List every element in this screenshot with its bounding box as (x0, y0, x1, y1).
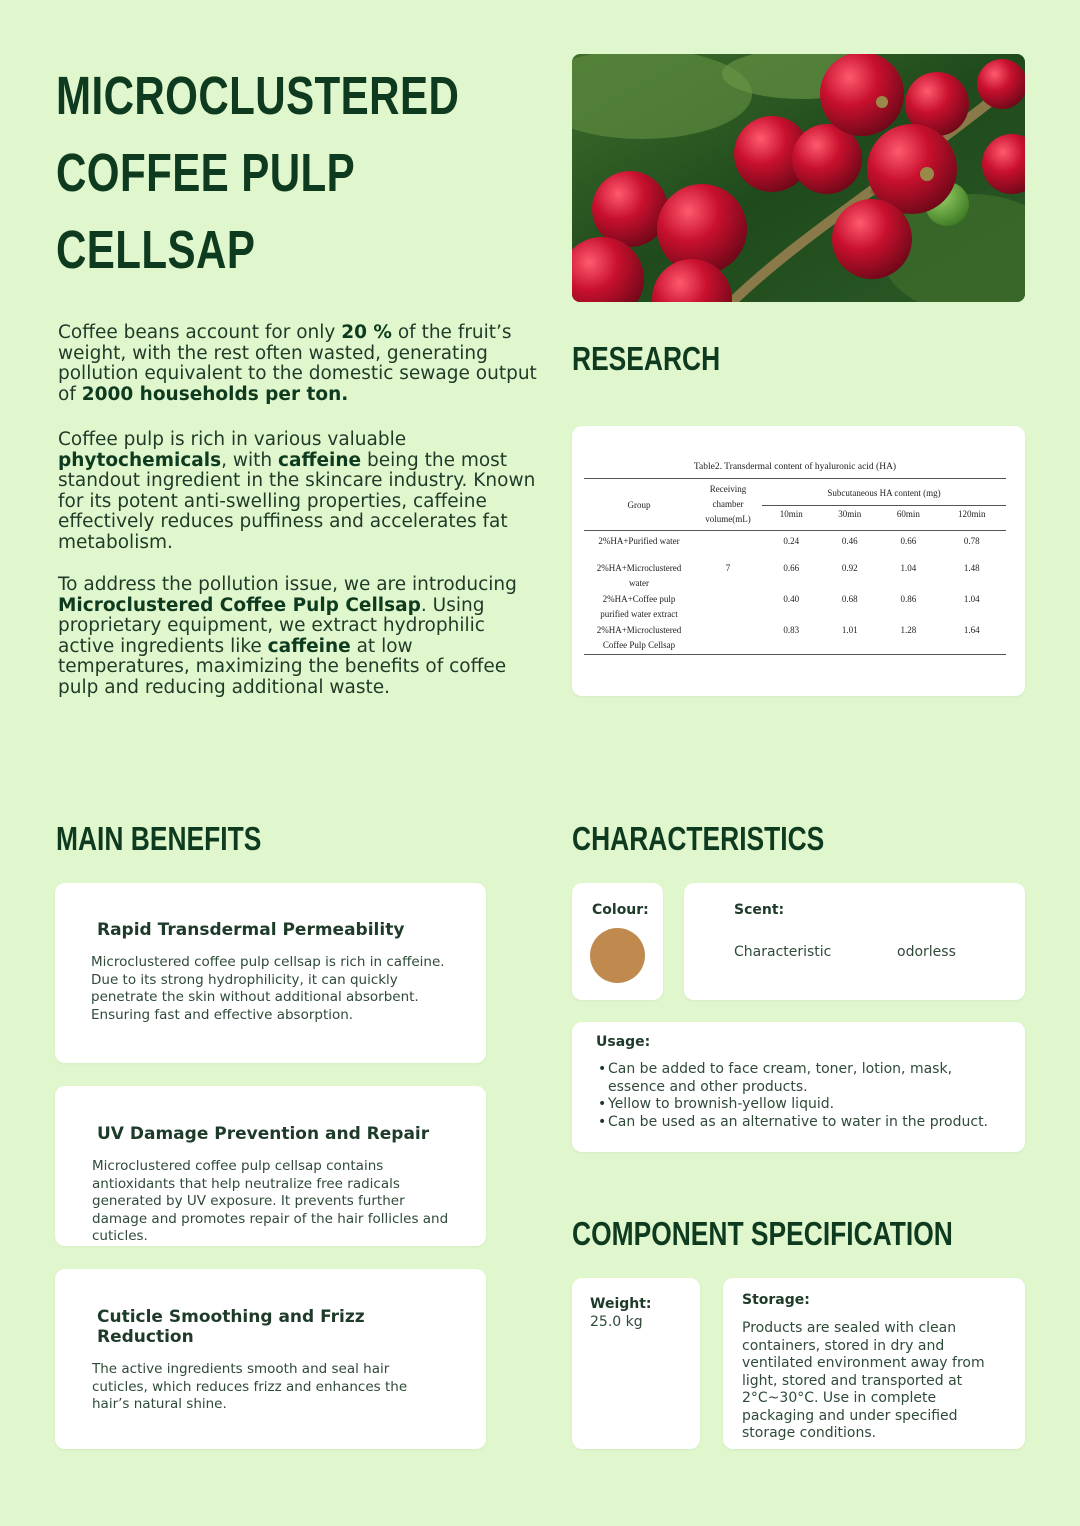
list-item: • Can be added to face cream, toner, lotion, mask, essence and other products. (596, 1061, 1003, 1096)
weight-value: 25.0 kg (590, 1314, 643, 1330)
col-10min: 10min (779, 508, 803, 519)
colour-swatch (590, 928, 645, 983)
coffee-cherries-photo (572, 54, 1025, 302)
scent-value-characteristic: Characteristic (734, 944, 832, 960)
col-60min: 60min (896, 508, 920, 519)
main-benefits-heading: MAIN BENEFITS (56, 820, 262, 857)
component-spec-heading: COMPONENT SPECIFICATION (572, 1215, 953, 1252)
benefit-card-3 (55, 1269, 486, 1449)
table-row: 2%HA+Microclustered water 7 0.66 0.92 1.04 1.48 (596, 562, 980, 588)
title-line-3: CELLSAP (56, 220, 256, 280)
benefit-card-2 (55, 1086, 486, 1246)
col-receiving: Receiving chamber volume(mL) (705, 484, 751, 524)
list-item: • Yellow to brownish-yellow liquid. (596, 1096, 1003, 1114)
title-line-1: MICROCLUSTERED (56, 66, 460, 126)
research-heading: RESEARCH (572, 340, 721, 377)
benefit-text: The active ingredients smooth and seal hair cuticles, which reduces frizz and enhances the hair’s natural shine. (92, 1361, 408, 1412)
benefit-card-1 (55, 883, 486, 1063)
list-item: • Can be used as an alternative to water in the product. (596, 1114, 1003, 1132)
coffee-cherries-illustration (572, 54, 1025, 302)
research-table-card (572, 426, 1025, 696)
usage-list (596, 1061, 1003, 1131)
characteristics-heading: CHARACTERISTICS (572, 820, 825, 857)
table-row: 2%HA+Purified water 0.24 0.46 0.66 0.78 (598, 536, 980, 546)
table-row: 2%HA+Microclustered Coffee Pulp Cellsap 0.83 1.01 1.28 1.64 (584, 623, 1006, 655)
col-subcutaneous: Subcutaneous HA content (mg) (762, 479, 1006, 506)
scent-label: Scent: (734, 902, 785, 918)
storage-label: Storage: (742, 1292, 810, 1308)
title-line-2: COFFEE PULP (56, 143, 356, 203)
weight-label: Weight: (590, 1296, 652, 1312)
col-120min: 120min (958, 508, 986, 519)
table-row: 2%HA+Coffee pulp purified water extract 0.40 0.68 0.86 1.04 (600, 593, 980, 619)
intro-paragraph-3: To address the pollution issue, we are introducing Microclustered Coffee Pulp Cellsap. Using proprietary equipment, we extract hydrophilic active ingredients like caffeine at low temperatures, maximizing the benefits of coffee pulp and reducing additional waste. (58, 574, 517, 698)
storage-card (723, 1278, 1025, 1449)
usage-label: Usage: (596, 1034, 651, 1050)
storage-text: Products are sealed with clean containers, stored in dry and ventilated environment away from light, stored and transported at 2°C~30°C. Use in complete packaging and under specified storage conditions. (742, 1320, 985, 1441)
benefit-title: Cuticle Smoothing and Frizz Reduction (97, 1307, 365, 1347)
intro-paragraph-1: Coffee beans account for only 20 % of the fruit’s weight, with the rest often wasted, generating pollution equivalent to the domestic sewage output of 2000 households per ton. (58, 322, 537, 405)
benefit-text: Microclustered coffee pulp cellsap contains antioxidants that help neutralize free radicals generated by UV exposure. It prevents further damage and promotes repair of the hair follicles and cuticles. (92, 1158, 449, 1244)
scent-value-odorless: odorless (897, 944, 956, 960)
benefit-title: UV Damage Prevention and Repair (97, 1124, 430, 1144)
col-30min: 30min (838, 508, 862, 519)
intro-paragraph-2: Coffee pulp is rich in various valuable phytochemicals, with caffeine being the most standout ingredient in the skincare industry. Known for its potent anti-swelling properties, caffeine effectively reduces puffiness and accelerates fat metabolism. (58, 429, 536, 553)
table-caption: Table2. Transdermal content of hyaluronic acid (HA) (693, 462, 897, 472)
scent-card (684, 883, 1025, 1000)
weight-card (572, 1278, 700, 1449)
usage-card (572, 1022, 1025, 1152)
benefit-text: Microclustered coffee pulp cellsap is rich in caffeine. Due to its strong hydrophilicity, it can quickly penetrate the skin without additional absorbent. Ensuring fast and effective absorption. (91, 954, 445, 1023)
colour-label: Colour: (592, 902, 649, 918)
ha-table (584, 478, 1006, 655)
page-title (56, 58, 460, 289)
col-group: Group (627, 499, 651, 510)
colour-card (572, 883, 663, 1000)
benefit-title: Rapid Transdermal Permeability (97, 920, 405, 940)
